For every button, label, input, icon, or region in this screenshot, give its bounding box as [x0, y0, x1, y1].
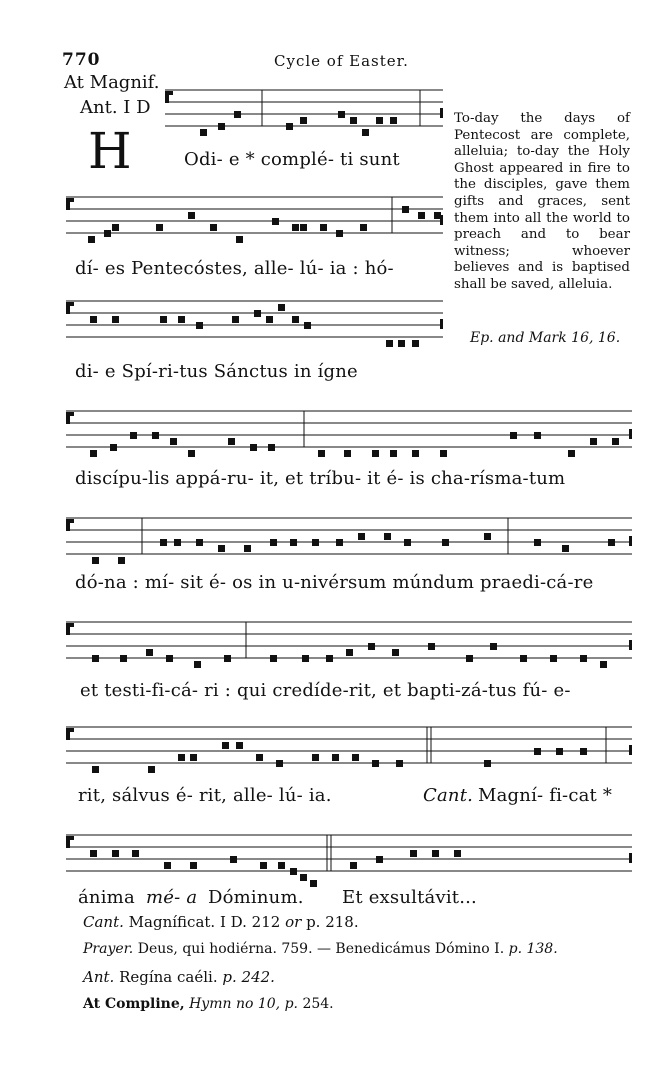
do-clef-head — [70, 623, 74, 627]
neume-note — [312, 539, 319, 546]
neume-note — [534, 748, 541, 755]
neume-note — [534, 432, 541, 439]
neume-note — [218, 545, 225, 552]
neume-note — [454, 850, 461, 857]
lyric-line-3: di- e Spí-ri-tus Sánctus in ígne — [75, 361, 358, 382]
footer-cant-or: or — [285, 913, 302, 931]
neume-note — [104, 230, 111, 237]
footer-cant-page: p. 218. — [306, 913, 359, 931]
neume-note — [484, 533, 491, 540]
neume-note — [390, 450, 397, 457]
neume-note — [304, 322, 311, 329]
neume-note — [362, 129, 369, 136]
neume-note — [160, 316, 167, 323]
neume-note — [244, 545, 251, 552]
neume-note — [234, 111, 241, 118]
neume-note — [90, 316, 97, 323]
neume-note — [320, 224, 327, 231]
chant-staff-6 — [0, 608, 665, 688]
neume-note — [372, 760, 379, 767]
neume-note — [550, 655, 557, 662]
neume-note — [188, 450, 195, 457]
neume-note — [608, 539, 615, 546]
neume-note — [88, 236, 95, 243]
do-clef-head — [70, 728, 74, 732]
neume-note — [440, 450, 447, 457]
neume-note — [178, 316, 185, 323]
footer-compline-page: 254. — [302, 996, 334, 1012]
neume-note — [90, 450, 97, 457]
chant-staff-7 — [0, 713, 665, 793]
neume-note — [236, 742, 243, 749]
lyric-line-7-magnificat: Magní- fi-cat * — [478, 785, 613, 806]
footer-ant-label: Ant. — [83, 968, 115, 986]
neume-note — [344, 450, 351, 457]
do-clef — [66, 623, 70, 635]
neume-note — [300, 874, 307, 881]
neume-note — [402, 206, 409, 213]
neume-note — [190, 754, 197, 761]
neume-note — [118, 557, 125, 564]
neume-note — [568, 450, 575, 457]
lyric-line-2: dí- es Pentecóstes, alle- lú- ia : hó- — [75, 258, 394, 279]
lyric-line-7: rit, sálvus é- rit, alle- lú- ia. — [78, 785, 332, 806]
neume-note — [196, 539, 203, 546]
neume-note — [112, 224, 119, 231]
custos — [440, 215, 443, 225]
chant-staff-4 — [0, 397, 665, 477]
neume-note — [490, 643, 497, 650]
neume-note — [210, 224, 217, 231]
do-clef-head — [70, 836, 74, 840]
neume-note — [254, 310, 261, 317]
neume-note — [178, 754, 185, 761]
neume-note — [390, 117, 397, 124]
lyric-line-6: et testi-fi-cá- ri : qui credíde-rit, et bapti-zá-tus fú- e- — [80, 680, 571, 701]
do-clef-head — [70, 302, 74, 306]
do-clef-head — [169, 91, 173, 95]
lyric-line-1: Odi- e * complé- ti sunt — [184, 149, 400, 170]
lyric-dominum: Dóminum. — [208, 887, 304, 908]
neume-note — [326, 655, 333, 662]
neume-note — [92, 557, 99, 564]
neume-note — [174, 539, 181, 546]
neume-note — [376, 856, 383, 863]
custos — [629, 536, 632, 546]
do-clef — [66, 728, 70, 740]
neume-note — [358, 533, 365, 540]
lyric-line-5: dó-na : mí- sit é- os in u-nivérsum múndum praedi-cá-re — [75, 572, 594, 593]
do-clef-head — [70, 519, 74, 523]
neume-note — [580, 655, 587, 662]
neume-note — [292, 224, 299, 231]
neume-note — [256, 754, 263, 761]
neume-note — [164, 862, 171, 869]
neume-note — [368, 643, 375, 650]
neume-note — [112, 850, 119, 857]
neume-note — [412, 450, 419, 457]
page-number: 770 — [62, 50, 101, 70]
neume-note — [146, 649, 153, 656]
footer-cant — [83, 913, 359, 931]
footer-cant-text: Magníficat. I D. 212 — [128, 913, 281, 931]
do-clef — [66, 302, 70, 314]
neume-note — [130, 432, 137, 439]
neume-note — [152, 432, 159, 439]
neume-note — [302, 655, 309, 662]
neume-note — [336, 539, 343, 546]
custos — [629, 745, 632, 755]
neume-note — [112, 316, 119, 323]
neume-note — [338, 111, 345, 118]
lyric-et-exsultavit: Et exsultávit... — [342, 887, 477, 908]
neume-note — [484, 760, 491, 767]
neume-note — [278, 304, 285, 311]
neume-note — [346, 649, 353, 656]
lyric-line-4: discípu-lis appá-ru- it, et tríbu- it é- is cha-rísma-tum — [75, 468, 566, 489]
neume-note — [266, 316, 273, 323]
do-clef — [66, 412, 70, 424]
footer-ant — [83, 968, 275, 986]
custos — [629, 640, 632, 650]
cant-label: Cant. — [423, 785, 474, 806]
translation-source: Ep. and Mark 16, 16. — [470, 330, 621, 346]
neume-note — [412, 340, 419, 347]
neume-note — [398, 340, 405, 347]
neume-note — [200, 129, 207, 136]
neume-note — [290, 539, 297, 546]
footer-compline-hymn: Hymn no 10, p. — [189, 996, 298, 1012]
neume-note — [270, 539, 277, 546]
neume-note — [286, 123, 293, 130]
neume-note — [148, 766, 155, 773]
neume-note — [224, 655, 231, 662]
neume-note — [170, 438, 177, 445]
chant-staff-3 — [0, 287, 665, 367]
initial-letter: H — [88, 122, 132, 180]
neume-note — [236, 236, 243, 243]
neume-note — [312, 754, 319, 761]
neume-note — [350, 862, 357, 869]
neume-note — [384, 533, 391, 540]
neume-note — [410, 850, 417, 857]
footer-prayer-label: Prayer. — [83, 941, 134, 957]
footer-ant-text: Regína caéli. — [119, 968, 218, 986]
neume-note — [188, 212, 195, 219]
neume-note — [156, 224, 163, 231]
custos — [440, 108, 443, 118]
neume-note — [132, 850, 139, 857]
neume-note — [392, 649, 399, 656]
neume-note — [218, 123, 225, 130]
neume-note — [310, 880, 317, 887]
neume-note — [350, 117, 357, 124]
neume-note — [92, 655, 99, 662]
footer-prayer — [83, 941, 558, 957]
neume-note — [250, 444, 257, 451]
neume-note — [600, 661, 607, 668]
neume-note — [332, 754, 339, 761]
neume-note — [196, 322, 203, 329]
neume-note — [268, 444, 275, 451]
custos — [629, 853, 632, 863]
neume-note — [404, 539, 411, 546]
footer-cant-label: Cant. — [83, 913, 124, 931]
neume-note — [434, 212, 441, 219]
do-clef-head — [70, 198, 74, 202]
neume-note — [290, 868, 297, 875]
neume-note — [556, 748, 563, 755]
neume-note — [336, 230, 343, 237]
lyric-anima: ánima — [78, 887, 135, 908]
footer-compline-label: At Compline, — [83, 996, 185, 1012]
do-clef — [66, 519, 70, 531]
neume-note — [232, 316, 239, 323]
neume-note — [428, 643, 435, 650]
do-clef — [66, 836, 70, 848]
custos — [440, 319, 443, 329]
running-title: Cycle of Easter. — [274, 52, 409, 70]
neume-note — [352, 754, 359, 761]
neume-note — [222, 742, 229, 749]
neume-note — [534, 539, 541, 546]
neume-note — [300, 117, 307, 124]
neume-note — [194, 661, 201, 668]
neume-note — [90, 850, 97, 857]
neume-note — [270, 655, 277, 662]
neume-note — [292, 316, 299, 323]
neume-note — [278, 862, 285, 869]
neume-note — [300, 224, 307, 231]
neume-note — [510, 432, 517, 439]
neume-note — [160, 539, 167, 546]
translation-text: To-day the days of Pentecost are complete, alleluia; to-day the Holy Ghost appeared in fire to the disciples, gave them gifts and graces, sent them into all the world to preach and to bear witness; whoever believes and is baptised shall be saved, alleluia. — [454, 111, 630, 292]
neume-note — [376, 117, 383, 124]
do-clef — [66, 198, 70, 210]
neume-note — [520, 655, 527, 662]
neume-note — [360, 224, 367, 231]
neume-note — [396, 760, 403, 767]
neume-note — [590, 438, 597, 445]
do-clef — [165, 91, 169, 103]
neume-note — [466, 655, 473, 662]
neume-note — [110, 444, 117, 451]
footer-compline — [83, 996, 334, 1012]
do-clef-head — [70, 412, 74, 416]
neume-note — [190, 862, 197, 869]
rubric-antiphon-mode: Ant. I D — [80, 97, 151, 118]
rubric-at-magnificat: At Magnif. — [64, 72, 160, 93]
lyric-mea: mé- a — [146, 887, 198, 908]
neume-note — [230, 856, 237, 863]
neume-note — [562, 545, 569, 552]
neume-note — [272, 218, 279, 225]
neume-note — [580, 748, 587, 755]
neume-note — [432, 850, 439, 857]
custos — [629, 429, 632, 439]
neume-note — [386, 340, 393, 347]
neume-note — [120, 655, 127, 662]
neume-note — [228, 438, 235, 445]
neume-note — [612, 438, 619, 445]
neume-note — [260, 862, 267, 869]
footer-prayer-page: p. 138. — [508, 941, 558, 957]
neume-note — [276, 760, 283, 767]
neume-note — [92, 766, 99, 773]
neume-note — [442, 539, 449, 546]
footer-prayer-text: Deus, qui hodiérna. 759. — Benedicámus Dómino I. — [137, 941, 505, 957]
neume-note — [166, 655, 173, 662]
neume-note — [418, 212, 425, 219]
neume-note — [318, 450, 325, 457]
neume-note — [372, 450, 379, 457]
footer-ant-page: p. 242. — [222, 968, 275, 986]
